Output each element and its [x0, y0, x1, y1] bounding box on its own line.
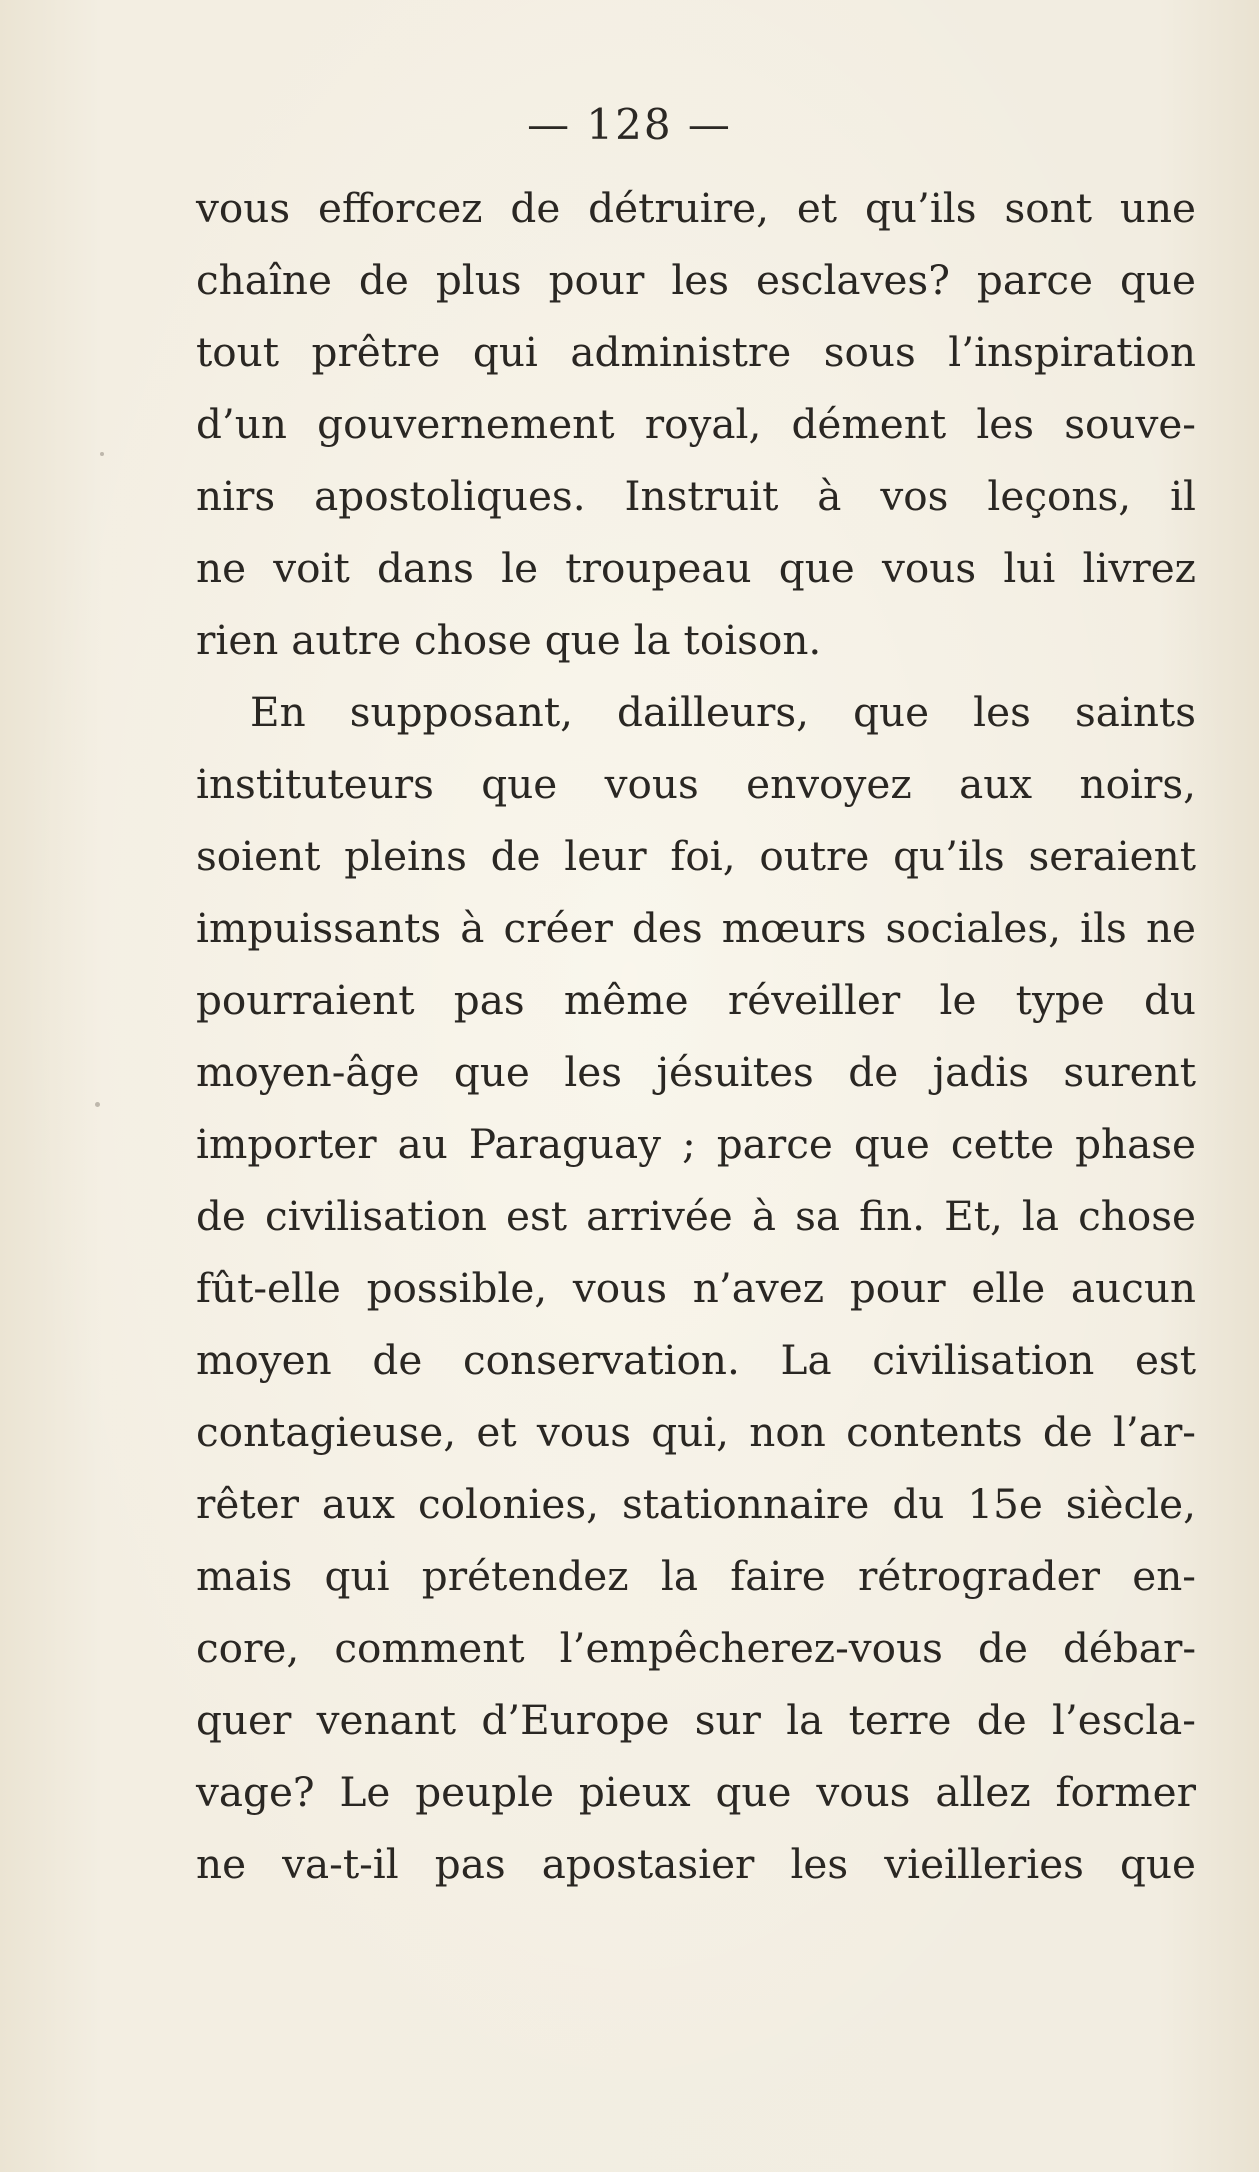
text-line: fût-elle possible, vous n’avez pour elle aucun: [196, 1264, 1196, 1312]
text-line: impuissants à créer des mœurs sociales, ils ne: [196, 904, 1196, 952]
text-line: contagieuse, et vous qui, non contents de l’ar-: [196, 1408, 1196, 1456]
text-line: En supposant, dailleurs, que les saints: [250, 688, 1196, 736]
text-line: moyen-âge que les jésuites de jadis surent: [196, 1048, 1196, 1096]
text-line: tout prêtre qui administre sous l’inspiration: [196, 328, 1196, 376]
text-line: vous efforcez de détruire, et qu’ils sont une: [196, 184, 1196, 232]
text-line: vage? Le peuple pieux que vous allez former: [196, 1768, 1196, 1816]
text-line: ne va-t-il pas apostasier les vieilleries que: [196, 1840, 1196, 1888]
text-line: quer venant d’Europe sur la terre de l’escla-: [196, 1696, 1196, 1744]
text-line: ne voit dans le troupeau que vous lui livrez: [196, 544, 1196, 592]
paper-speck: [95, 1102, 100, 1107]
text-line: instituteurs que vous envoyez aux noirs,: [196, 760, 1196, 808]
page-number: — 128 —: [527, 100, 732, 149]
text-line: moyen de conservation. La civilisation est: [196, 1336, 1196, 1384]
paper-speck: [100, 452, 104, 456]
text-line: importer au Paraguay ; parce que cette phase: [196, 1120, 1196, 1168]
body-text: [196, 172, 1196, 1900]
text-line: soient pleins de leur foi, outre qu’ils seraient: [196, 832, 1196, 880]
text-line: chaîne de plus pour les esclaves? parce que: [196, 256, 1196, 304]
text-line: rêter aux colonies, stationnaire du 15e siècle,: [196, 1480, 1196, 1528]
text-line: rien autre chose que la toison.: [196, 616, 822, 664]
text-line: mais qui prétendez la faire rétrograder en-: [196, 1552, 1196, 1600]
text-line: pourraient pas même réveiller le type du: [196, 976, 1196, 1024]
text-line: d’un gouvernement royal, dément les souve-: [196, 400, 1196, 448]
text-line: de civilisation est arrivée à sa fin. Et, la chose: [196, 1192, 1196, 1240]
text-line: nirs apostoliques. Instruit à vos leçons, il: [196, 472, 1196, 520]
text-line: core, comment l’empêcherez-vous de débar-: [196, 1624, 1196, 1672]
